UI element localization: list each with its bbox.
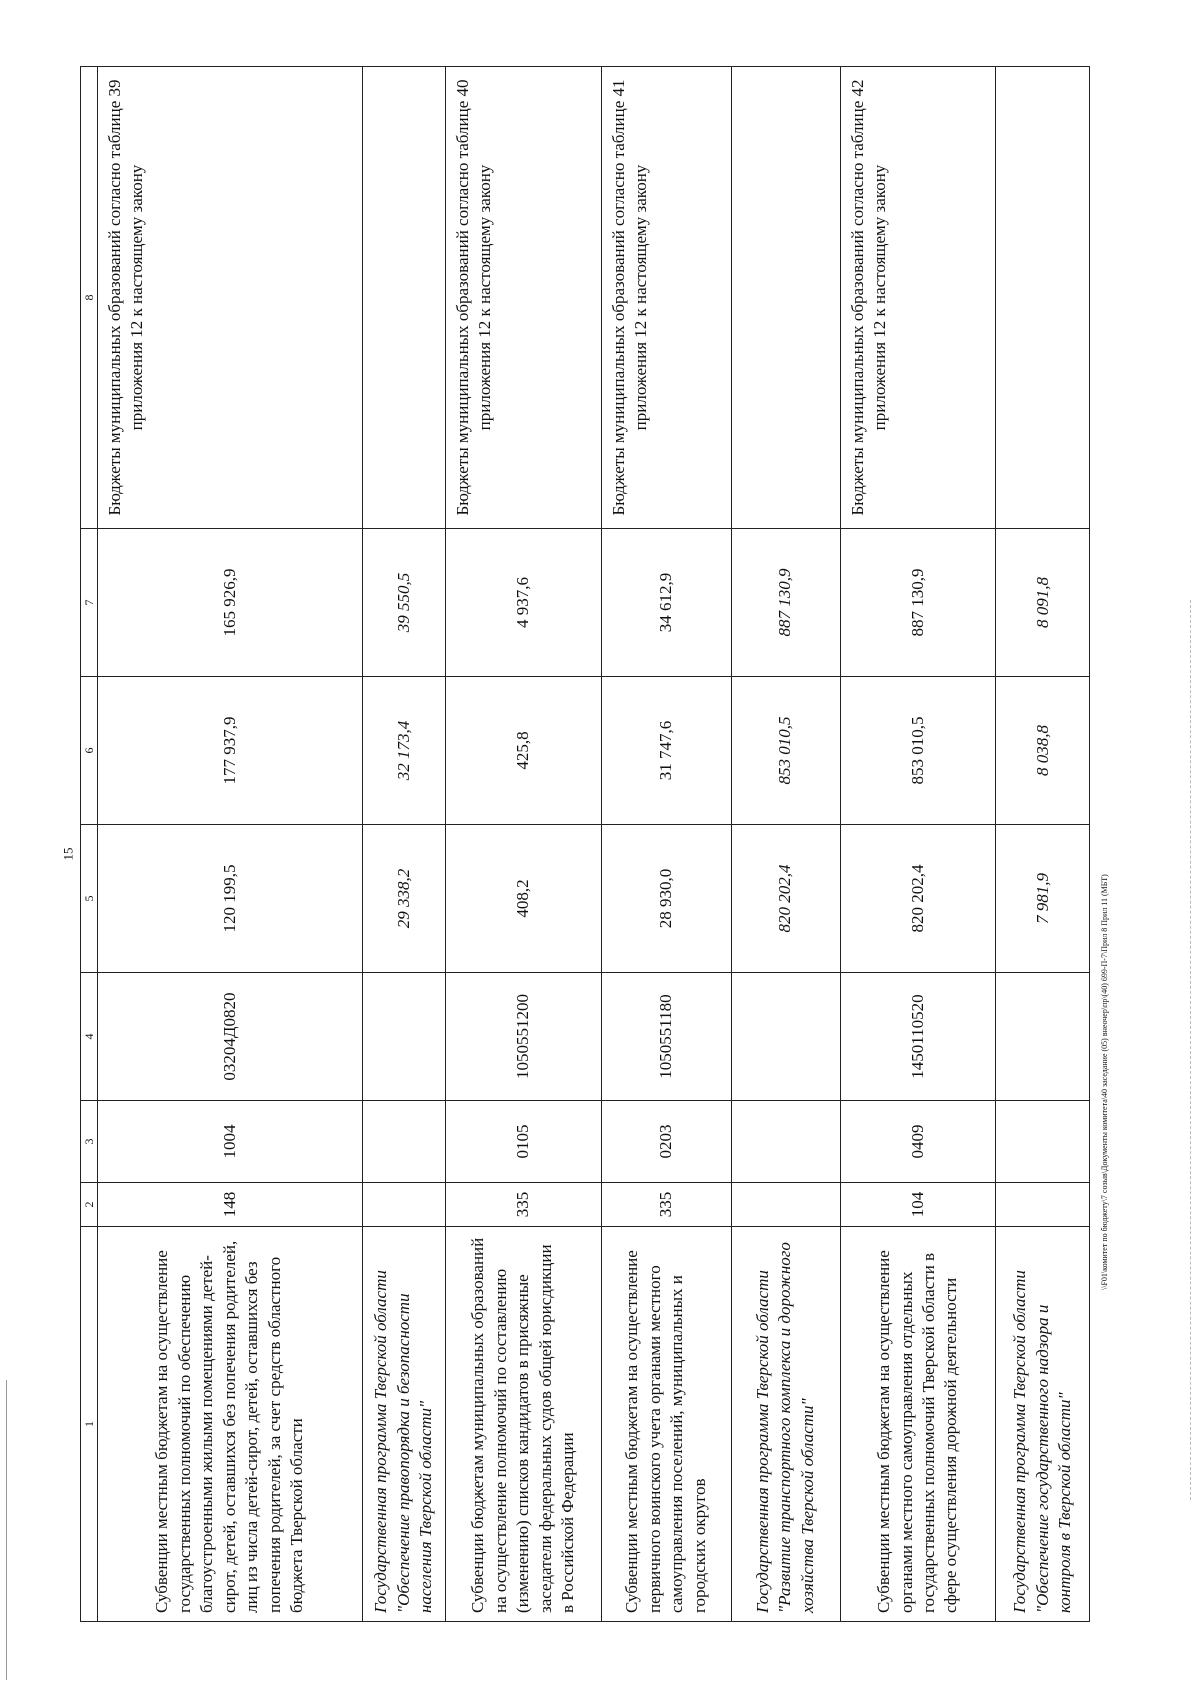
row-col3: 0203	[601, 1101, 731, 1183]
column-header-7: 7	[81, 529, 98, 677]
row-col6: 853 010,5	[840, 677, 996, 825]
table-row	[840, 67, 996, 1622]
row-col6: 853 010,5	[731, 677, 840, 825]
row-col3	[996, 1101, 1090, 1183]
row-name: Государственная программа Тверской области "Обеспечение правопорядка и безопасности населения Тверской области"	[362, 1227, 445, 1622]
row-col6: 177 937,9	[98, 677, 363, 825]
table-row	[98, 67, 363, 1622]
row-col5: 7 981,9	[996, 825, 1090, 973]
column-header-5: 5	[81, 825, 98, 973]
row-col2: 335	[601, 1183, 731, 1227]
row-col8: Бюджеты муниципальных образований согласно таблице 41 приложения 12 к настоящему закону	[601, 67, 731, 529]
row-col7: 8 091,8	[996, 529, 1090, 677]
column-header-1: 1	[81, 1227, 98, 1622]
row-col4	[362, 973, 445, 1101]
row-col6: 32 173,4	[362, 677, 445, 825]
row-name: Субвенции местным бюджетам на осуществление первичного воинского учета органами местного самоуправления поселений, муниципальных и городских округов	[601, 1227, 731, 1622]
column-header-8: 8	[81, 67, 98, 529]
column-header-3: 3	[81, 1101, 98, 1183]
row-col7: 39 550,5	[362, 529, 445, 677]
row-name: Субвенции местным бюджетам на осуществление государственных полномочий по обеспечению благоустроенными жилыми помещениями детей-сирот, детей, оставшихся без попечения родителей, лиц из числа детей-сирот, детей, оставшихся без попечения родителей, за счет средств областного бюджета Тверской области	[98, 1227, 363, 1622]
row-col4: 1050551180	[601, 973, 731, 1101]
row-name: Государственная программа Тверской области "Обеспечение государственного надзора и контроля в Тверской области"	[996, 1227, 1090, 1622]
footer-file-path: \\F01\комитет по бюджету\7 созыв\Документы комитета\40 заседание (05) внеочер\пр\(40) 699-П-7\Прил 8 Прил 11 (МБТ)	[1100, 874, 1109, 1290]
table-row	[445, 67, 601, 1622]
row-col8	[996, 67, 1090, 529]
row-col8: Бюджеты муниципальных образований согласно таблице 39 приложения 12 к настоящему закону	[98, 67, 363, 529]
row-col2: 104	[840, 1183, 996, 1227]
row-col2: 148	[98, 1183, 363, 1227]
row-col4	[996, 973, 1090, 1101]
row-name: Государственная программа Тверской области "Развитие транспортного комплекса и дорожного хозяйства Тверской области"	[731, 1227, 840, 1622]
row-col4: 1450110520	[840, 973, 996, 1101]
row-col8	[362, 67, 445, 529]
row-col6: 31 747,6	[601, 677, 731, 825]
row-col7: 4 937,6	[445, 529, 601, 677]
transfers-table	[80, 66, 1090, 1622]
row-col3: 0409	[840, 1101, 996, 1183]
rotated-table-container	[80, 67, 1090, 1622]
row-col3	[362, 1101, 445, 1183]
table-row	[362, 67, 445, 1622]
scan-fold-line	[1190, 600, 1192, 1500]
row-col5: 820 202,4	[840, 825, 996, 973]
row-col8	[731, 67, 840, 529]
row-col8: Бюджеты муниципальных образований согласно таблице 42 приложения 12 к настоящему закону	[840, 67, 996, 529]
row-col4	[731, 973, 840, 1101]
row-col7: 887 130,9	[731, 529, 840, 677]
row-col7: 887 130,9	[840, 529, 996, 677]
row-col2	[362, 1183, 445, 1227]
table-row	[601, 67, 731, 1622]
row-col6: 8 038,8	[996, 677, 1090, 825]
row-col2: 335	[445, 1183, 601, 1227]
row-col7: 34 612,9	[601, 529, 731, 677]
table-row	[731, 67, 840, 1622]
row-name: Субвенции бюджетам муниципальных образований на осуществление полномочий по составлению (изменению) списков кандидатов в присяжные заседатели федеральных судов общей юрисдикции в Российской Федерации	[445, 1227, 601, 1622]
row-col3: 0105	[445, 1101, 601, 1183]
row-col2	[731, 1183, 840, 1227]
column-header-6: 6	[81, 677, 98, 825]
row-col5: 29 338,2	[362, 825, 445, 973]
row-col4: 03204Д0820	[98, 973, 363, 1101]
row-col3	[731, 1101, 840, 1183]
row-col5: 28 930,0	[601, 825, 731, 973]
row-col5: 120 199,5	[98, 825, 363, 973]
column-number-row	[81, 67, 98, 1622]
row-col4: 1050551200	[445, 973, 601, 1101]
scan-edge-line	[6, 1380, 8, 1680]
row-col6: 425,8	[445, 677, 601, 825]
row-col5: 820 202,4	[731, 825, 840, 973]
table-row	[996, 67, 1090, 1622]
row-col5: 408,2	[445, 825, 601, 973]
row-col7: 165 926,9	[98, 529, 363, 677]
row-col3: 1004	[98, 1101, 363, 1183]
page-number: 15	[60, 847, 76, 861]
row-name: Субвенции местным бюджетам на осуществление органами местного самоуправления отдельных государственных полномочий Тверской области в сфере осуществления дорожной деятельности	[840, 1227, 996, 1622]
row-col2	[996, 1183, 1090, 1227]
row-col8: Бюджеты муниципальных образований согласно таблице 40 приложения 12 к настоящему закону	[445, 67, 601, 529]
column-header-2: 2	[81, 1183, 98, 1227]
column-header-4: 4	[81, 973, 98, 1101]
